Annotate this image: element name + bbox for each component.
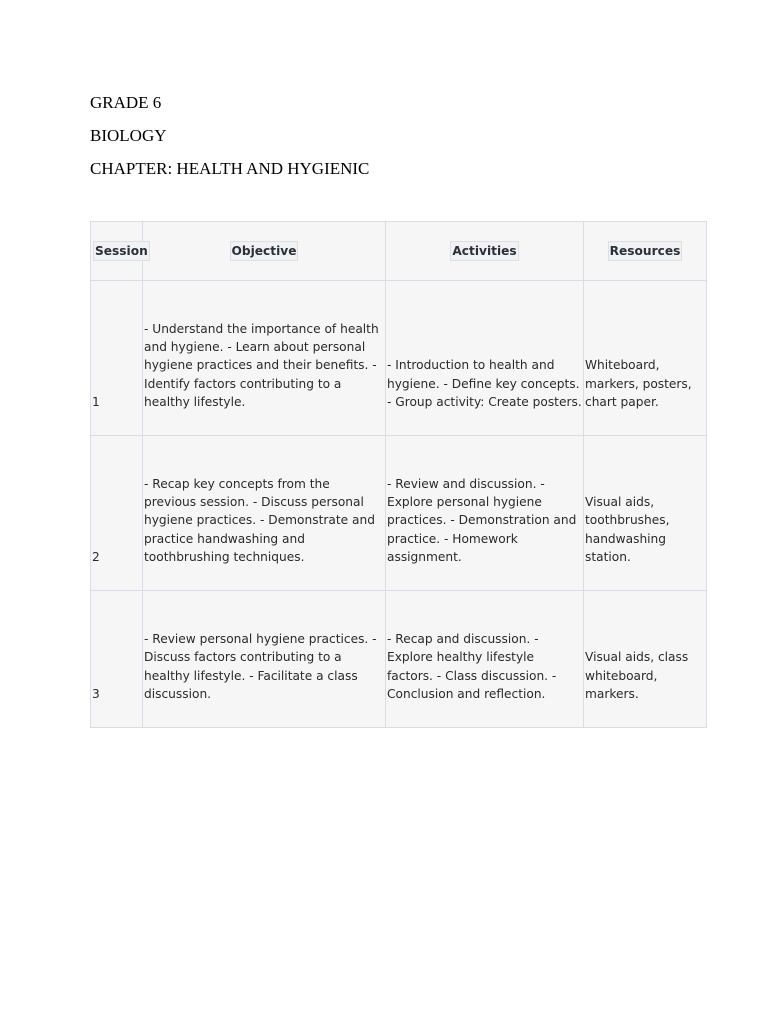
session-cell: 2 [91, 436, 143, 591]
header-resources [584, 222, 707, 281]
objective-cell: - Understand the importance of health and hygiene. - Learn about personal hygiene practices and their benefits. - Identify factors contributing to a healthy lifestyle. [143, 281, 386, 436]
chapter-title: CHAPTER: HEALTH AND HYGIENIC [90, 159, 370, 178]
objective-cell: - Recap key concepts from the previous session. - Discuss personal hygiene practices. - Demonstrate and practice handwashing and toothbrushing techniques. [143, 436, 386, 591]
resources-cell: Visual aids, toothbrushes, handwashing station. [584, 436, 707, 591]
header-session [91, 222, 148, 281]
table-row [91, 436, 707, 591]
document-heading [90, 92, 369, 191]
lesson-plan-table [90, 221, 707, 728]
objective-cell: - Review personal hygiene practices. - Discuss factors contributing to a healthy lifestyle. - Facilitate a class discussion. [143, 591, 386, 728]
table-row [91, 591, 707, 728]
activities-cell: - Recap and discussion. - Explore healthy lifestyle factors. - Class discussion. - Conclusion and reflection. [386, 591, 584, 728]
header-activities [386, 222, 584, 281]
activities-cell: - Introduction to health and hygiene. - Define key concepts. - Group activity: Create posters. [386, 281, 584, 436]
session-cell: 1 [91, 281, 143, 436]
activities-cell: - Review and discussion. - Explore personal hygiene practices. - Demonstration and practice. - Homework assignment. [386, 436, 584, 591]
header-objective-label: Objective [230, 241, 299, 261]
subject-title: BIOLOGY [90, 126, 167, 145]
header-objective [143, 222, 386, 281]
header-activities-label: Activities [450, 241, 518, 261]
header-session-label: Session [93, 241, 150, 261]
table-header-row [91, 222, 707, 281]
resources-cell: Whiteboard, markers, posters, chart paper. [584, 281, 707, 436]
header-resources-label: Resources [608, 241, 683, 261]
session-cell: 3 [91, 591, 143, 728]
resources-cell: Visual aids, class whiteboard, markers. [584, 591, 707, 728]
grade-title: GRADE 6 [90, 93, 162, 112]
table-row [91, 281, 707, 436]
